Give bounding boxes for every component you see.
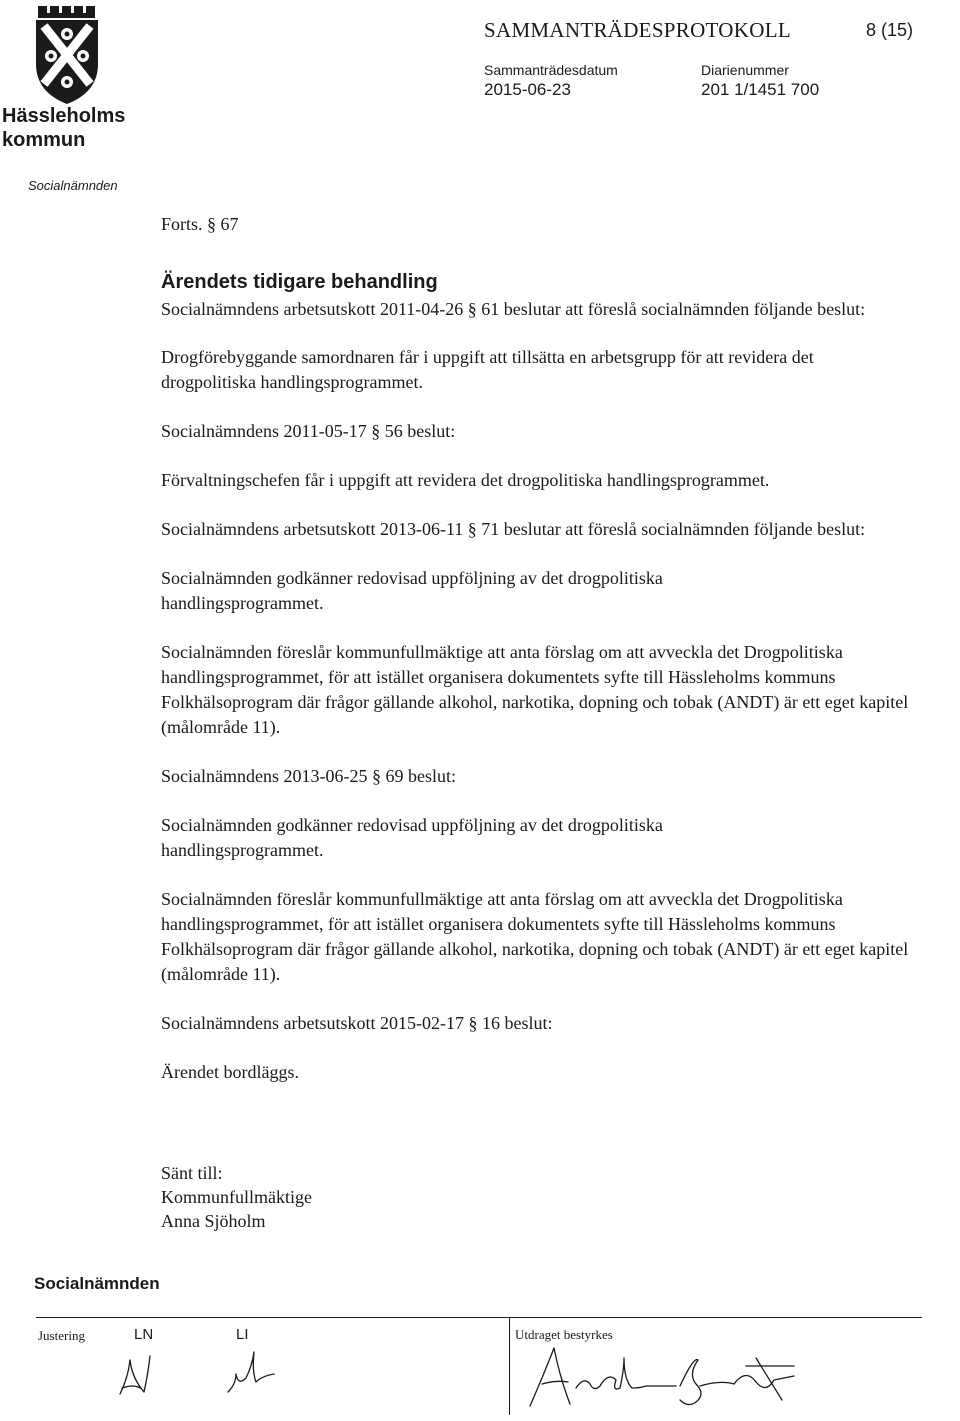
footer-divider (36, 1317, 922, 1318)
organization-name-line2: kommun (2, 129, 86, 151)
signature-certification-icon (520, 1340, 810, 1418)
footer-column-divider (509, 1317, 510, 1415)
justering-label: Justering (38, 1328, 85, 1343)
adjuster-initials-2: LI (236, 1326, 249, 1343)
paragraph-12: Ärendet bordläggs. (161, 1062, 299, 1082)
distribution-list (161, 1161, 921, 1233)
paragraph-9: Socialnämnden godkänner redovisad uppföljning av det drogpolitiska handlingsprogrammet. (161, 815, 663, 860)
paragraph-8: Socialnämndens 2013-06-25 § 69 beslut: (161, 766, 456, 786)
meeting-date-value: 2015-06-23 (484, 80, 571, 99)
document-body (161, 212, 921, 1233)
paragraph-3: Socialnämndens 2011-05-17 § 56 beslut: (161, 421, 456, 441)
page-number: 8 (15) (866, 20, 914, 40)
registration-number-value: 201 1/1451 700 (701, 80, 820, 99)
distribution-recipient: Anna Sjöholm (161, 1211, 266, 1231)
section-heading: Ärendets tidigare behandling (161, 271, 438, 293)
distribution-label: Sänt till: (161, 1163, 223, 1183)
organization-name-line1: Hässleholms (2, 105, 126, 127)
adjuster-initials-1: LN (134, 1326, 154, 1343)
department-label: Socialnämnden (28, 178, 118, 193)
meeting-date-label: Sammanträdesdatum (484, 62, 618, 78)
paragraph-10: Socialnämnden föreslår kommunfullmäktige att anta förslag om att avveckla det Drogpolitiska handlingsprogrammet, för att istället organisera dokumentets syfte till Hässleholms kommuns Folkhälsoprogram där frågor gällande alkohol, narkotika, dopning och tobak (ANDT) är ett eget kapitel (målområde 11). (161, 889, 909, 984)
paragraph-7: Socialnämnden föreslår kommunfullmäktige att anta förslag om att avveckla det Drogpolitiska handlingsprogrammet, för att istället organisera dokumentets syfte till Hässleholms kommuns Folkhälsoprogram där frågor gällande alkohol, narkotika, dopning och tobak (ANDT) är ett eget kapitel (målområde 11). (161, 642, 909, 737)
signature-initials-1-icon (114, 1348, 174, 1408)
footer-committee-name: Socialnämnden (34, 1274, 160, 1293)
paragraph-5: Socialnämndens arbetsutskott 2013-06-11 § 71 beslutar att föreslå socialnämnden följande beslut: (161, 519, 866, 539)
signature-initials-2-icon (222, 1348, 292, 1404)
paragraph-11: Socialnämndens arbetsutskott 2015-02-17 § 16 beslut: (161, 1013, 553, 1033)
paragraph-2: Drogförebyggande samordnaren får i uppgift att tillsätta en arbetsgrupp för att revidera det drogpolitiska handlingsprogrammet. (161, 347, 814, 392)
extract-certified-label: Utdraget bestyrkes (515, 1327, 613, 1342)
coat-of-arms-icon (8, 4, 120, 112)
organization-name (2, 104, 125, 152)
registration-number-label: Diarienummer (701, 62, 789, 78)
document-title: SAMMANTRÄDESPROTOKOLL (484, 18, 791, 42)
paragraph-6: Socialnämnden godkänner redovisad uppföljning av det drogpolitiska handlingsprogrammet. (161, 568, 663, 613)
distribution-recipient: Kommunfullmäktige (161, 1187, 312, 1207)
continuation-label: Forts. § 67 (161, 214, 239, 234)
paragraph-1: Socialnämndens arbetsutskott 2011-04-26 § 61 beslutar att föreslå socialnämnden följande beslut: (161, 299, 866, 319)
paragraph-4: Förvaltningschefen får i uppgift att revidera det drogpolitiska handlingsprogrammet. (161, 470, 770, 490)
